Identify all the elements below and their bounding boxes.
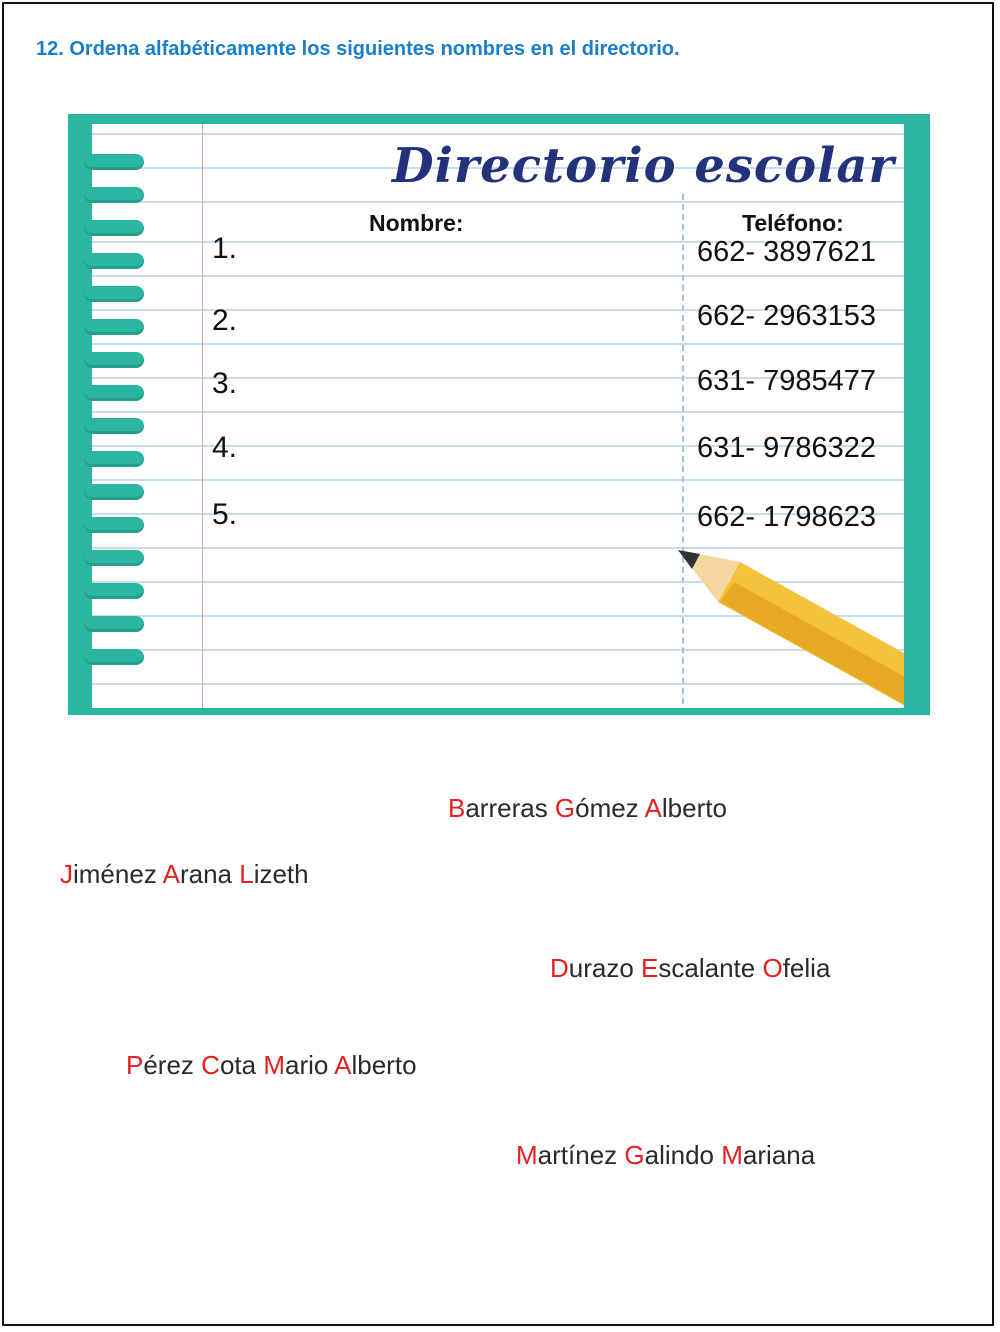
spiral-coil [84,484,144,500]
row-4-number: 4. [212,431,238,464]
name-card-jimenez[interactable] [60,859,309,890]
name-initial: J [60,859,73,889]
name-card-martinez[interactable] [516,1140,815,1171]
name-initial: G [554,793,576,823]
name-part: artínez [537,1140,625,1170]
pencil-icon [678,542,904,708]
spiral-coil [84,451,144,467]
name-part: urazo [568,953,642,983]
row-4-phone: 631- 9786322 [697,432,876,464]
row-5-number: 5. [212,498,238,531]
name-initial: O [762,953,783,983]
spiral-coil [84,649,144,665]
directory-notebook [68,114,930,715]
name-initial: L [239,859,254,889]
spiral-coil [84,187,144,203]
row-1-phone: 662- 3897621 [697,236,876,268]
name-initial: P [126,1050,144,1080]
spiral-coil [84,286,144,302]
column-header-phone: Teléfono: [742,210,844,236]
notebook-paper [92,124,904,708]
name-part: lberto [351,1050,417,1080]
row-3-number: 3. [212,367,238,400]
name-initial: E [641,953,659,983]
name-part: ariana [742,1140,816,1170]
row-1-number: 1. [212,232,238,265]
spiral-coil [84,253,144,269]
name-initial: M [516,1140,538,1170]
column-header-name: Nombre: [369,210,464,236]
name-initial: A [162,859,180,889]
spiral-coil [84,220,144,236]
spiral-coil [84,352,144,368]
spiral-coil [84,319,144,335]
name-part: izeth [253,859,309,889]
name-part: érez [143,1050,202,1080]
spiral-coil [84,583,144,599]
paper-margin-line [202,124,203,708]
instruction-text: 12. Ordena alfabéticamente los siguientes nombres en el directorio. [36,38,680,60]
spiral-coil [84,418,144,434]
row-2-number: 2. [212,304,238,337]
name-initial: A [334,1050,352,1080]
name-part: iménez [73,859,163,889]
row-3-phone: 631- 7985477 [697,365,876,397]
name-part: lberto [661,793,727,823]
name-part: ario [284,1050,335,1080]
notebook-spiral [84,154,148,684]
name-part: arreras [465,793,555,823]
spiral-coil [84,385,144,401]
name-part: ota [219,1050,264,1080]
spiral-coil [84,154,144,170]
directory-title: Directorio escolar [392,138,895,194]
name-card-durazo[interactable] [550,953,830,984]
name-part: scalante [658,953,763,983]
name-initial: B [448,793,466,823]
name-initial: M [721,1140,743,1170]
name-initial: D [550,953,569,983]
row-5-phone: 662- 1798623 [697,501,876,533]
spiral-coil [84,616,144,632]
spiral-coil [84,550,144,566]
name-card-perez[interactable] [126,1050,417,1081]
name-part: ómez [575,793,645,823]
name-initial: M [263,1050,285,1080]
name-part: felia [782,953,831,983]
name-card-barreras[interactable] [448,793,727,824]
spiral-coil [84,517,144,533]
name-part: alindo [644,1140,722,1170]
name-part: rana [179,859,240,889]
name-initial: A [644,793,662,823]
name-initial: G [624,1140,645,1170]
row-2-phone: 662- 2963153 [697,300,876,332]
name-initial: C [201,1050,220,1080]
